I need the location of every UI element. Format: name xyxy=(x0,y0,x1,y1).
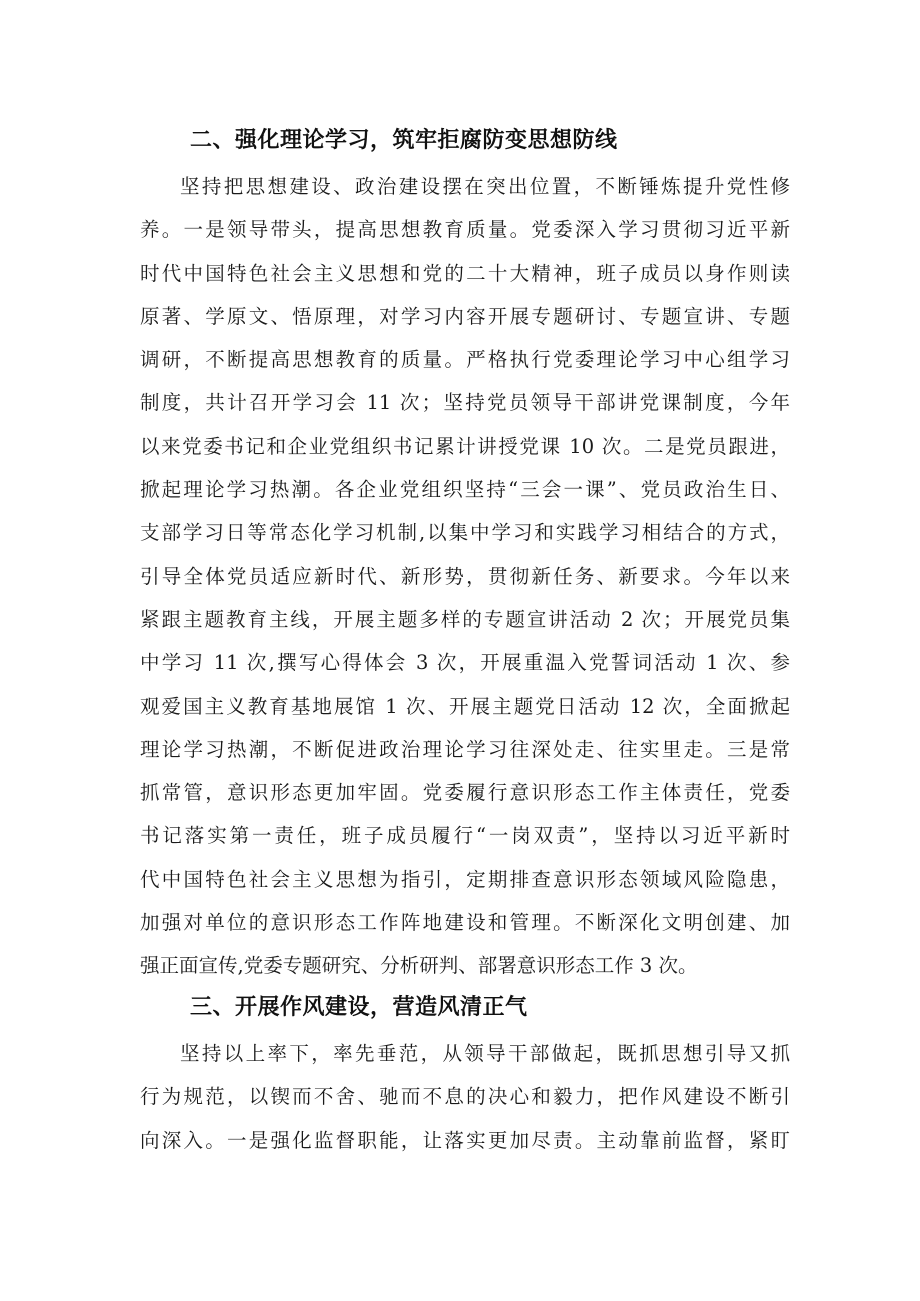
text-line: 中学习 11 次,撰写心得体会 3 次，开展重温入党誓词活动 1 次、参 xyxy=(140,651,790,675)
text-line: 理论学习热潮，不断促进政治理论学习往深处走、往实里走。三是常 xyxy=(140,737,790,761)
section-2-paragraph xyxy=(140,165,790,988)
section-heading-2: 二、强化理论学习，筑牢拒腐防变思想防线 xyxy=(190,128,618,153)
text-line: 制度，共计召开学习会 11 次；坚持党员领导干部讲党课制度，今年 xyxy=(140,391,790,415)
text-line: 代中国特色社会主义思想为指引，定期排查意识形态领域风险隐患， xyxy=(140,867,790,891)
text-line: 加强对单位的意识形态工作阵地建设和管理。不断深化文明创建、加 xyxy=(140,911,790,935)
text-line: 支部学习日等常态化学习机制,以集中学习和实践学习相结合的方式， xyxy=(140,521,790,545)
text-line: 原著、学原文、悟原理，对学习内容开展专题研讨、专题宣讲、专题 xyxy=(140,304,790,328)
section-3-paragraph xyxy=(140,1032,790,1162)
section-heading-3: 三、开展作风建设，营造风清正气 xyxy=(190,995,528,1020)
text-line: 向深入。一是强化监督职能，让落实更加尽责。主动靠前监督，紧盯 xyxy=(140,1128,790,1152)
text-line: 养。一是领导带头，提高思想教育质量。党委深入学习贯彻习近平新 xyxy=(140,218,790,242)
text-line: 书记落实第一责任，班子成员履行“一岗双责”，坚持以习近平新时 xyxy=(140,824,790,848)
text-line: 坚持把思想建设、政治建设摆在突出位置，不断锤炼提升党性修 xyxy=(180,175,790,198)
text-line: 引导全体党员适应新时代、新形势，贯彻新任务、新要求。今年以来 xyxy=(140,564,790,588)
text-line: 观爱国主义教育基地展馆 1 次、开展主题党日活动 12 次，全面掀起 xyxy=(140,694,790,718)
text-line: 调研，不断提高思想教育的质量。严格执行党委理论学习中心组学习 xyxy=(140,348,790,372)
text-line: 坚持以上率下，率先垂范，从领导干部做起，既抓思想引导又抓 xyxy=(180,1042,790,1065)
text-line: 强正面宣传,党委专题研究、分析研判、部署意识形态工作 3 次。 xyxy=(140,954,698,978)
text-line: 时代中国特色社会主义思想和党的二十大精神，班子成员以身作则读 xyxy=(140,261,790,285)
text-line: 掀起理论学习热潮。各企业党组织坚持“三会一课”、党员政治生日、 xyxy=(140,478,790,502)
text-line: 抓常管，意识形态更加牢固。党委履行意识形态工作主体责任，党委 xyxy=(140,781,790,805)
text-line: 行为规范，以锲而不舍、驰而不息的决心和毅力，把作风建设不断引 xyxy=(140,1085,790,1109)
text-line: 紧跟主题教育主线，开展主题多样的专题宣讲活动 2 次；开展党员集 xyxy=(140,607,790,631)
text-line: 以来党委书记和企业党组织书记累计讲授党课 10 次。二是党员跟进， xyxy=(140,434,790,458)
